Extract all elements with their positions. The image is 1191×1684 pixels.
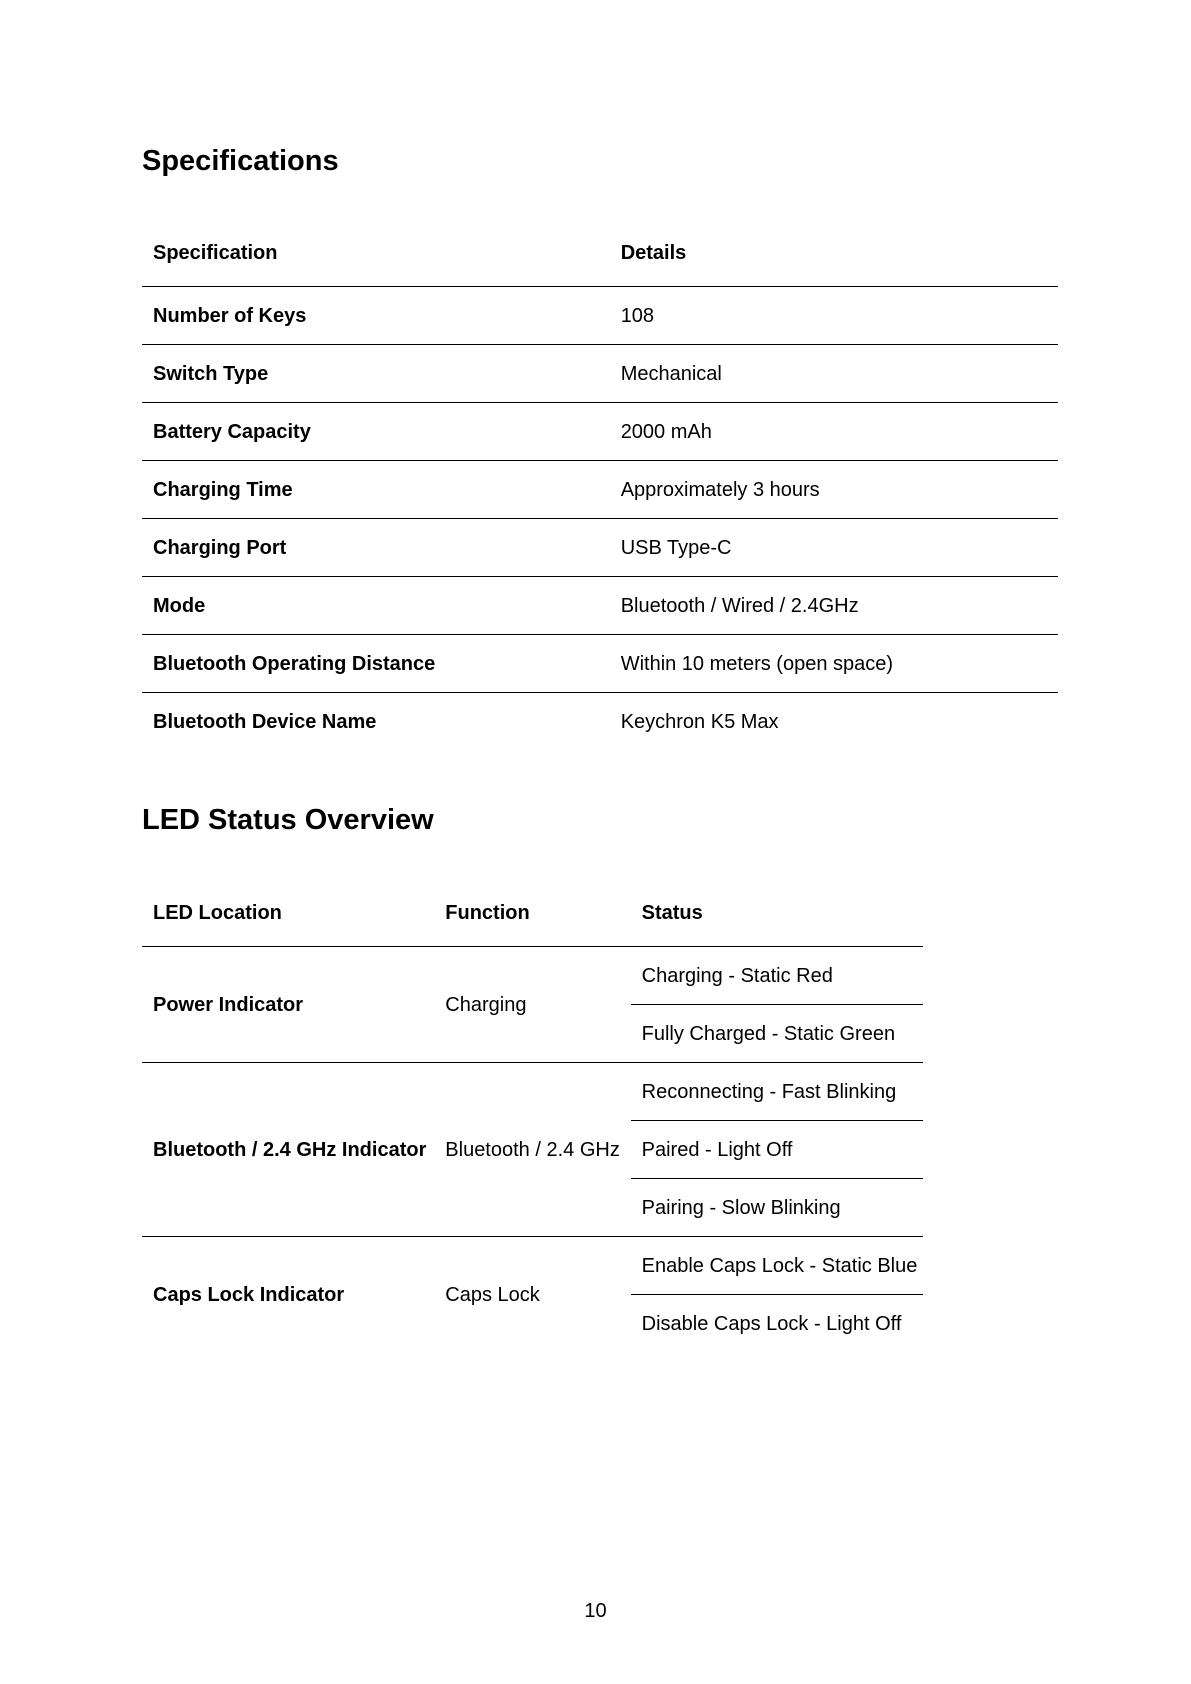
led-location: Caps Lock Indicator [142,1237,434,1353]
spec-label: Charging Port [142,519,610,577]
table-header-row [142,220,1058,287]
header-cell: Status [641,902,703,924]
led-status: Pairing - Slow Blinking [631,1179,923,1237]
spec-label: Bluetooth Operating Distance [142,635,610,693]
spec-label: Battery Capacity [142,403,610,461]
table-row [142,635,1058,693]
led-location: Power Indicator [142,947,434,1063]
spec-value: Mechanical [610,345,1058,403]
header-cell: Details [620,242,687,264]
spec-value: Within 10 meters (open space) [610,635,1058,693]
spec-label: Number of Keys [142,287,610,345]
led-status-heading: LED Status Overview [142,804,434,836]
led-function: Caps Lock [434,1237,630,1353]
table-row [142,1063,923,1121]
led-status: Fully Charged - Static Green [631,1005,923,1063]
table-row [142,519,1058,577]
table-row [142,287,1058,345]
table-row [142,693,1058,751]
spec-value: Approximately 3 hours [610,461,1058,519]
led-status: Disable Caps Lock - Light Off [631,1295,923,1353]
led-status: Charging - Static Red [631,947,923,1005]
table-row [142,345,1058,403]
specifications-heading: Specifications [142,145,339,177]
spec-value: USB Type-C [610,519,1058,577]
led-status: Paired - Light Off [631,1121,923,1179]
led-status: Reconnecting - Fast Blinking [631,1063,923,1121]
header-cell: Specification [153,242,278,264]
header-cell: LED Location [153,902,282,924]
led-function: Bluetooth / 2.4 GHz [434,1063,630,1237]
table-row [142,947,923,1005]
page-number: 10 [584,1600,607,1622]
specifications-table [142,220,1058,750]
spec-value: Bluetooth / Wired / 2.4GHz [610,577,1058,635]
spec-label: Charging Time [142,461,610,519]
table-row [142,403,1058,461]
header-cell: Function [445,902,530,924]
led-status: Enable Caps Lock - Static Blue [631,1237,923,1295]
spec-label: Mode [142,577,610,635]
spec-label: Switch Type [142,345,610,403]
led-location: Bluetooth / 2.4 GHz Indicator [142,1063,434,1237]
table-row [142,461,1058,519]
table-header-row [142,880,923,947]
table-row [142,577,1058,635]
led-function: Charging [434,947,630,1063]
table-row [142,1237,923,1295]
spec-value: 108 [610,287,1058,345]
led-status-table [142,880,923,1352]
spec-value: 2000 mAh [610,403,1058,461]
spec-value: Keychron K5 Max [610,693,1058,751]
spec-label: Bluetooth Device Name [142,693,610,751]
